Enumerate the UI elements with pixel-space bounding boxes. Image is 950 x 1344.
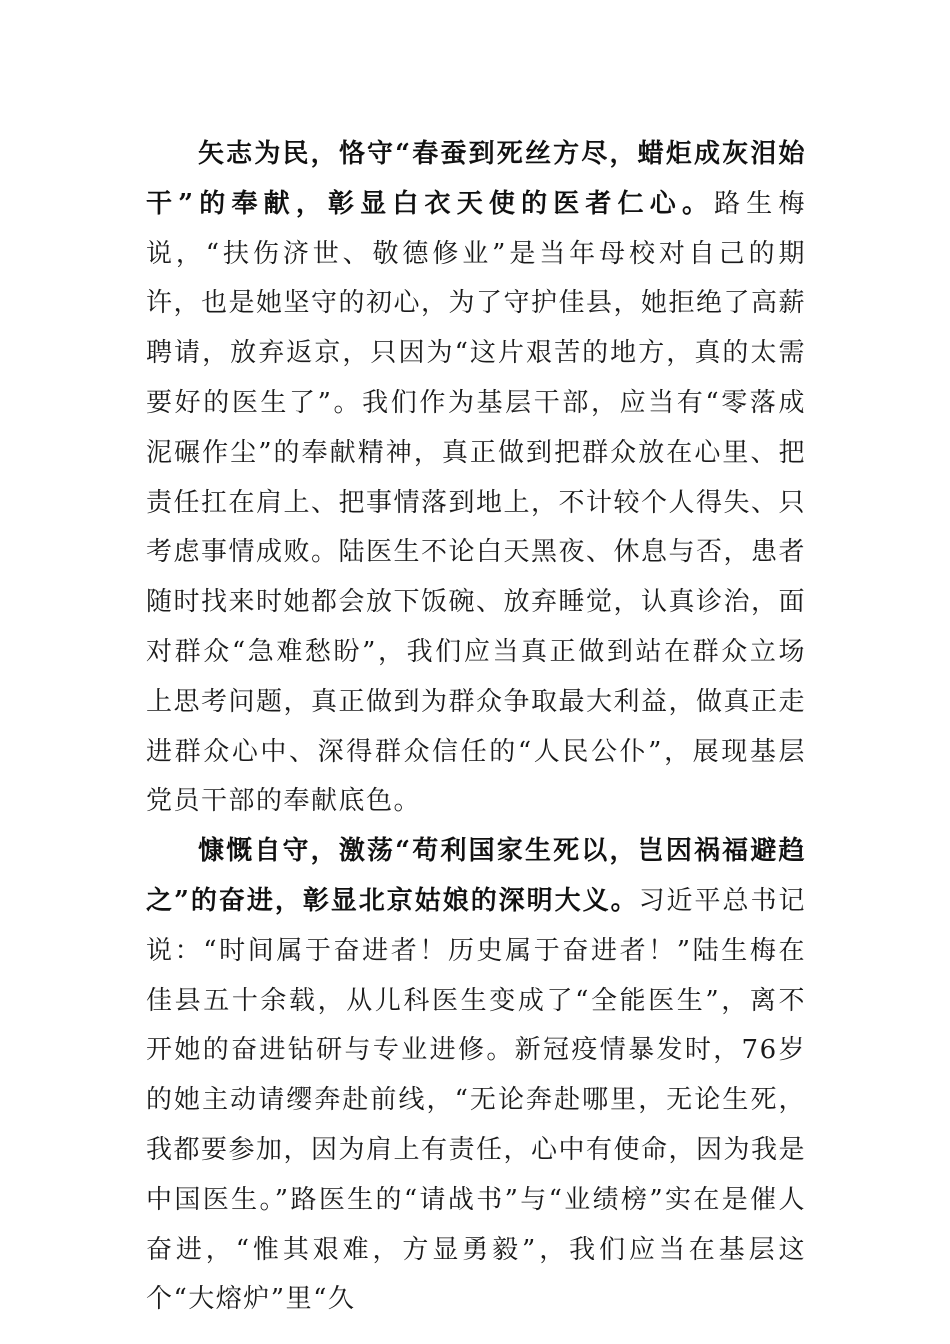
document-body [146,130,806,1325]
paragraph-body-text: 路生梅说，“扶伤济世、敬德修业”是当年母校对自己的期许，也是她坚守的初心，为了守护佳县，她拒绝了高薪聘请，放弃返京，只因为“这片艰苦的地方，真的太需要好的医生了”。我们作为基层干部，应当有“零落成泥碾作尘”的奉献精神，真正做到把群众放在心里、把责任扛在肩上、把事情落到地上，不计较个人得失、只考虑事情成败。陆医生不论白天黑夜、休息与否，患者随时找来时她都会放下饭碗、放弃睡觉，认真诊治，面对群众“急难愁盼”，我们应当真正做到站在群众立场上思考问题，真正做到为群众争取最大利益，做真正走进群众心中、深得群众信任的“人民公仆”，展现基层党员干部的奉献底色。 [146,188,807,817]
paragraph-body-text: 习近平总书记说：“时间属于奋进者！历史属于奋进者！”陆生梅在佳县五十余载，从儿科医生变成了“全能医生”，离不开她的奋进钻研与专业进修。新冠疫情暴发时，76岁的她主动请缨奔赴前线，“无论奔赴哪里，无论生死，我都要参加，因为肩上有责任，心中有使命，因为我是中国医生。”路医生的“请战书”与“业绩榜”实在是催人奋进，“惟其艰难，方显勇毅”，我们应当在基层这个“大熔炉”里“久 [146,885,807,1315]
paragraph-lead-sentence: 矢志为民，恪守“春蚕到死丝方尽，蜡炬成灰泪始干”的奉献，彰显白衣天使的医者仁心。 [146,139,806,219]
paragraph-dedication [146,130,806,827]
paragraph-lead-sentence: 慷慨自守，激荡“苟利国家生死以，岂因祸福避趋之”的奋进，彰显北京姑娘的深明大义。 [146,836,806,916]
paragraph-striving [146,827,806,1325]
